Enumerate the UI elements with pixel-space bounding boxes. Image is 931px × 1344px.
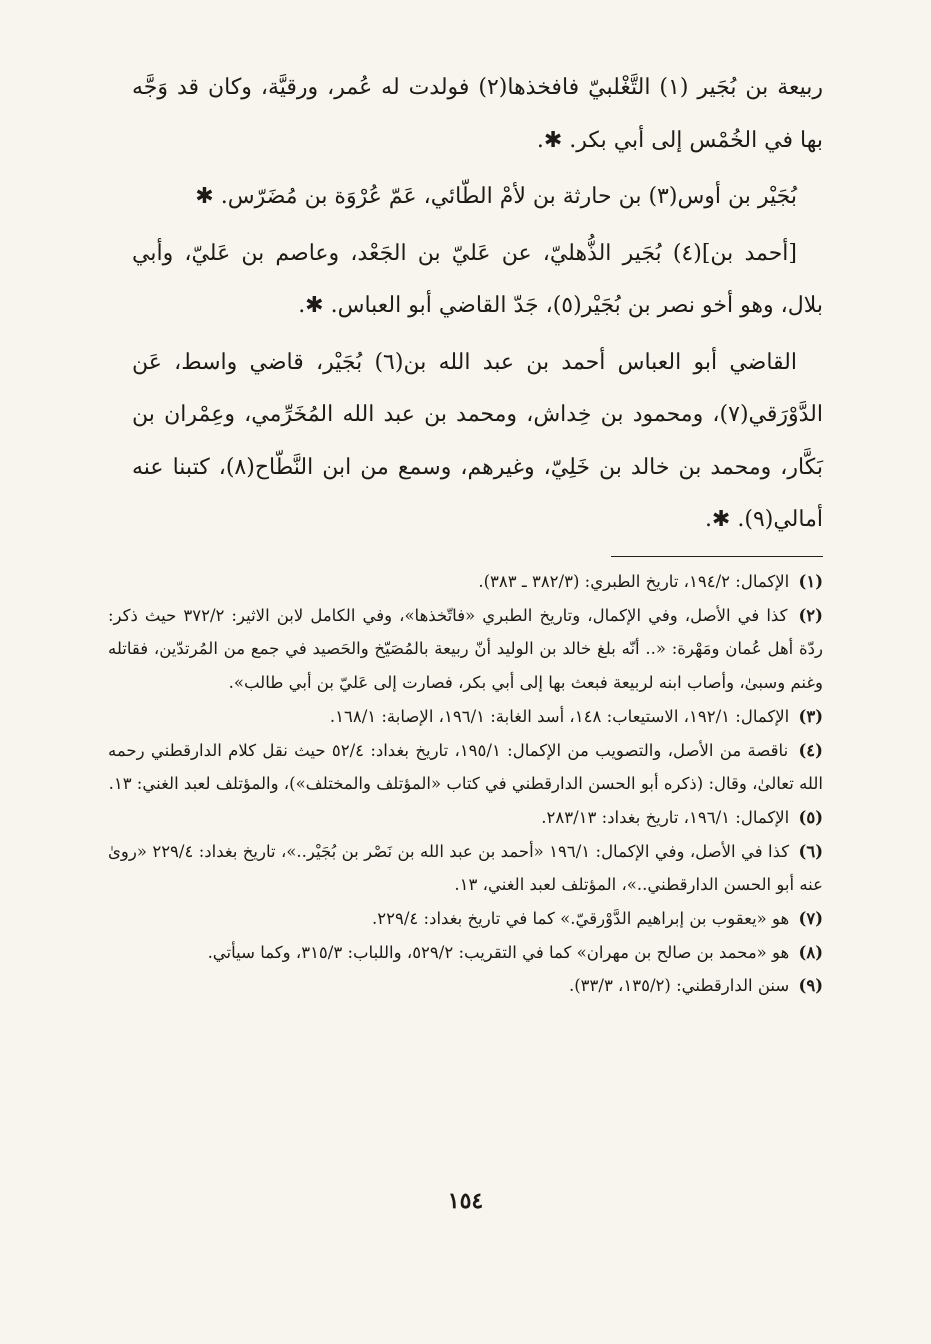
- footnote-number: (١): [798, 572, 823, 591]
- footnote-text: هو «محمد بن صالح بن مهران» كما في التقريب: ٥٢٩/٢، واللباب: ٣١٥/٣، وكما سيأتي.: [207, 942, 790, 962]
- footnote-5: [108, 801, 823, 835]
- footnote-number: (٧): [798, 909, 823, 929]
- main-text-body: [132, 62, 823, 547]
- footnote-number: (٢): [798, 605, 823, 625]
- footnote-number: (٦): [798, 841, 823, 861]
- footnote-text: كذا في الأصل، وفي الإكمال: ١٩٦/١ «أحمد بن عبد الله بن نَصْر بن بُجَيْر..»، تاريخ بغداد: ٢٢٩/٤ «روىٰ عنه أبو الحسن الدارقطني..»، المؤتلف لعبد الغني، ١٣.: [108, 841, 823, 895]
- footnote-8: [108, 936, 823, 970]
- footnote-number: (٨): [798, 942, 823, 962]
- entry-paragraph-3: [أحمد بن](٤) بُجَير الذُّهليّ، عن عَليّ بن الجَعْد، وعاصم بن عَليّ، وأبي بلال، وهو أخو نصر بن بُجَيْر(٥)، جَدّ القاضي أبو العباس. ✱.: [132, 240, 823, 318]
- footnote-1: [108, 565, 823, 599]
- footnote-text: الإكمال: ١٩٢/١، الاستيعاب: ١٤٨، أسد الغابة: ١٩٦/١، الإصابة: ١٦٨/١.: [329, 706, 790, 726]
- entry-paragraph-4: القاضي أبو العباس أحمد بن عبد الله بن(٦) بُجَيْر، قاضي واسط، عَن الدَّوْرَقي(٧)، ومحمود بن خِداش، ومحمد بن عبد الله المُخَرِّمي، وعِمْران بن بَكَّار، ومحمد بن خالد بن خَلِيّ، وغيرهم، وسمع من ابن النَّطّاح(٨)، كتبنا عنه أمالي(٩). ✱.: [132, 349, 823, 532]
- footnote-text: الإكمال: ١٩٦/١، تاريخ بغداد: ٢٨٣/١٣.: [541, 807, 790, 827]
- footnote-text: سنن الدارقطني: (١٣٥/٢، ٣٣/٣).: [568, 976, 790, 996]
- footnote-3: [108, 700, 823, 734]
- footnote-9: [108, 969, 823, 1003]
- footnote-number: (٩): [798, 976, 823, 996]
- footnotes-section: [108, 565, 823, 1003]
- footnote-2: [108, 599, 823, 700]
- footnote-number: (٥): [798, 807, 823, 827]
- footnote-7: [108, 902, 823, 936]
- footnote-text: هو «يعقوب بن إبراهيم الدَّوْرقيّ.» كما في تاريخ بغداد: ٢٢٩/٤.: [372, 909, 790, 929]
- entry-paragraph-1: ربيعة بن بُجَير (١) التَّغْلبيّ فافخذها(٢) فولدت له عُمر، ورقيَّة، وكان قد وَجَّه بها في الخُمْس إلى أبي بكر. ✱.: [132, 75, 823, 153]
- page-number: ١٥٤: [447, 1188, 484, 1214]
- footnote-number: (٤): [798, 740, 823, 760]
- footnote-divider: [611, 556, 823, 557]
- footnote-4: [108, 734, 823, 801]
- footnote-text: كذا في الأصل، وفي الإكمال، وتاريخ الطبري «فاتّخذها»، وفي الكامل لابن الاثير: ٣٧٢/٢ حيث ذكر: ردّة أهل عُمان ومَهْرة: «.. أنّه بلغ خالد بن الوليد أنّ ربيعة بالمُصَيّخ والحَصيد في جمع من المُرتدّين، فقاتله وغنم وسبىٰ، وأصاب ابنه لربيعة فبعث بها إلى أبي بكر، فصارت إلى عَليّ بن أبي طالب».: [108, 605, 823, 693]
- footnote-text: ناقصة من الأصل، والتصويب من الإكمال: ١٩٥/١، تاريخ بغداد: ٥٢/٤ حيث نقل كلام الدارقطني رحمه الله تعالىٰ، وقال: (ذكره أبو الحسن الدارقطني في كتاب «المؤتلف والمختلف»)، والمؤتلف لعبد الغني: ١٣.: [108, 740, 823, 794]
- footnote-6: [108, 835, 823, 902]
- footnote-number: (٣): [798, 706, 823, 726]
- entry-paragraph-2: بُجَيْر بن أوس(٣) بن حارثة بن لأمْ الطّائي، عَمّ عُرْوَة بن مُضَرّس. ✱: [195, 184, 797, 209]
- footnote-text: الإكمال: ١٩٤/٢، تاريخ الطبري: (٣٨٢/٣ ـ ٣٨٣).: [478, 572, 790, 591]
